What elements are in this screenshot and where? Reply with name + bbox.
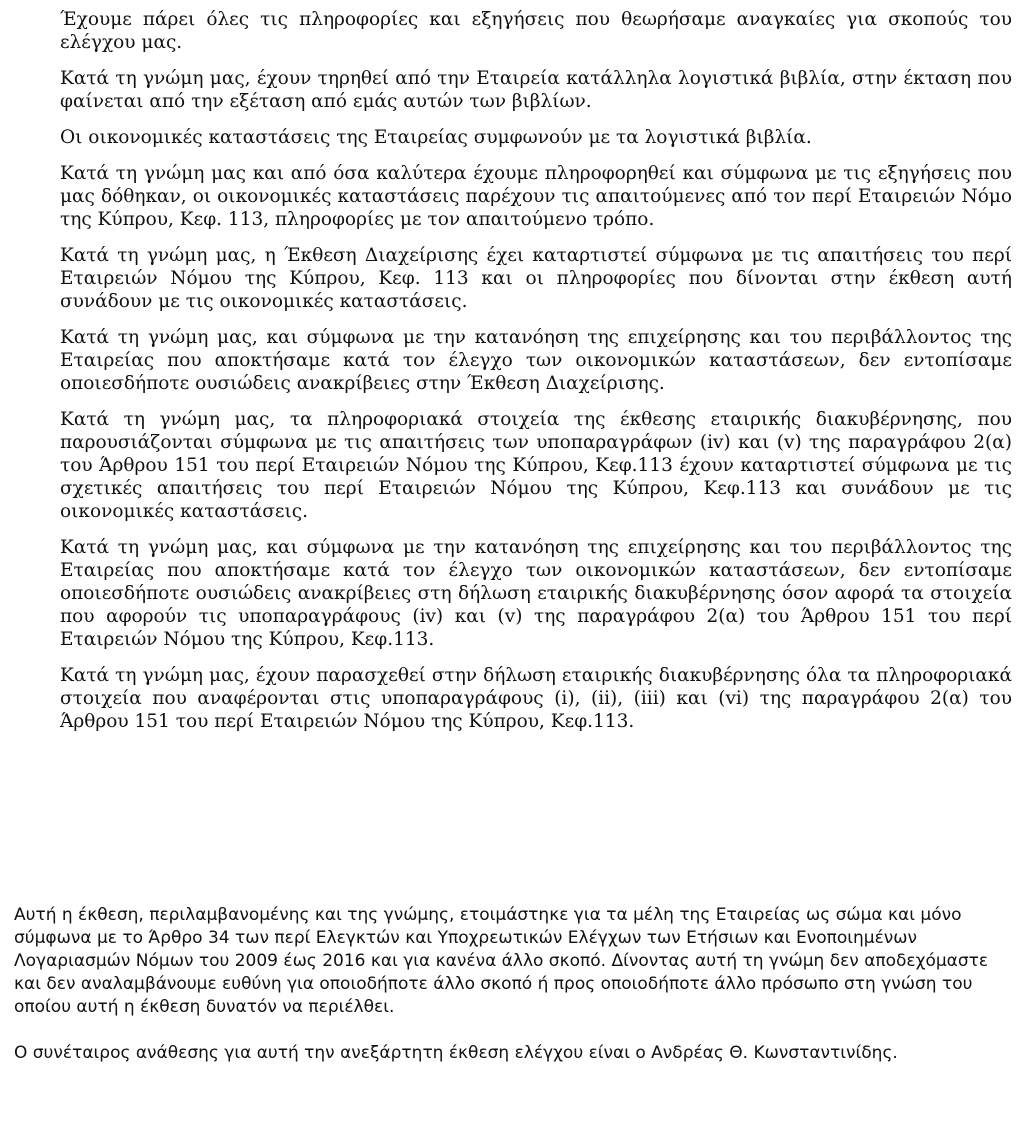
opinion-paragraph: Κατά τη γνώμη μας, η Έκθεση Διαχείρισης έχει καταρτιστεί σύμφωνα με τις απαιτήσεις του περί Εταιρειών Νόμου της Κύπρου, Κεφ. 113 και οι πληροφορίες που δίνονται στην έκθεση αυτή συνάδουν με τις οικονομικές καταστάσεις. (60, 245, 1012, 312)
report-purpose-paragraph: Αυτή η έκθεση, περιλαμβανομένης και της γνώμης, ετοιμάστηκε για τα μέλη της Εταιρείας ως σώμα και μόνο σύμφωνα με το Άρθρο 34 των περί Ελεγκτών και Υποχρεωτικών Ελέγχων των Ετήσιων και Ενοποιημένων Λογαριασμών Νόμων του 2009 έως 2016 και για κανένα άλλο σκοπό. Δίνοντας αυτή τη γνώμη δεν αποδεχόμαστε και δεν αναλαμβάνουμε ευθύνη για οποιοδήποτε άλλο σκοπό ή προς οποιοδήποτε άλλο πρόσωπο στη γνώση του οποίου αυτή η έκθεση δυνατόν να περιέλθει. (14, 905, 989, 1017)
closing-section (14, 904, 989, 1088)
opinion-section (60, 8, 1012, 746)
engagement-partner-paragraph: Ο συνέταιρος ανάθεσης για αυτή την ανεξάρτητη έκθεση ελέγχου είναι ο Ανδρέας Θ. Κωνσταντινίδης. (14, 1043, 898, 1063)
opinion-paragraph: Κατά τη γνώμη μας, και σύμφωνα με την κατανόηση της επιχείρησης και του περιβάλλοντος της Εταιρείας που αποκτήσαμε κατά τον έλεγχο των οικονομικών καταστάσεων, δεν εντοπίσαμε οποιεσδήποτε ουσιώδεις ανακρίβειες στη δήλωση εταιρικής διακυβέρνησης όσον αφορά τα στοιχεία που αφορούν τις υποπαραγράφους (iv) και (v) της παραγράφου 2(α) του Άρθρου 151 του περί Εταιρειών Νόμου της Κύπρου, Κεφ.113. (60, 537, 1012, 650)
opinion-paragraph: Οι οικονομικές καταστάσεις της Εταιρείας συμφωνούν με τα λογιστικά βιβλία. (60, 127, 812, 148)
opinion-paragraph: Κατά τη γνώμη μας, έχουν τηρηθεί από την Εταιρεία κατάλληλα λογιστικά βιβλία, στην έκταση που φαίνεται από την εξέταση από εμάς αυτών των βιβλίων. (60, 68, 1012, 112)
opinion-paragraph: Κατά τη γνώμη μας, και σύμφωνα με την κατανόηση της επιχείρησης και του περιβάλλοντος της Εταιρείας που αποκτήσαμε κατά τον έλεγχο των οικονομικών καταστάσεων, δεν εντοπίσαμε οποιεσδήποτε ουσιώδεις ανακρίβειες στην Έκθεση Διαχείρισης. (60, 327, 1012, 394)
opinion-paragraph: Κατά τη γνώμη μας, τα πληροφοριακά στοιχεία της έκθεσης εταιρικής διακυβέρνησης, που παρουσιάζονται σύμφωνα με τις απαιτήσεις των υποπαραγράφων (iv) και (v) της παραγράφου 2(α) του Άρθρου 151 του περί Εταιρειών Νόμου της Κύπρου, Κεφ.113 έχουν καταρτιστεί σύμφωνα με τις σχετικές απαιτήσεις του περί Εταιρειών Νόμου της Κύπρου, Κεφ.113 και συνάδουν με τις οικονομικές καταστάσεις. (60, 409, 1012, 522)
opinion-paragraph: Έχουμε πάρει όλες τις πληροφορίες και εξηγήσεις που θεωρήσαμε αναγκαίες για σκοπούς του ελέγχου μας. (60, 9, 1012, 53)
opinion-paragraph: Κατά τη γνώμη μας, έχουν παρασχεθεί στην δήλωση εταιρικής διακυβέρνησης όλα τα πληροφοριακά στοιχεία που αναφέρονται στις υποπαραγράφους (i), (ii), (iii) και (vi) της παραγράφου 2(α) του Άρθρου 151 του περί Εταιρειών Νόμου της Κύπρου, Κεφ.113. (60, 665, 1012, 732)
opinion-paragraph: Κατά τη γνώμη μας και από όσα καλύτερα έχουμε πληροφορηθεί και σύμφωνα με τις εξηγήσεις που μας δόθηκαν, οι οικονομικές καταστάσεις παρέχουν τις απαιτούμενες από τον περί Εταιρειών Νόμο της Κύπρου, Κεφ. 113, πληροφορίες με τον απαιτούμενο τρόπο. (60, 163, 1012, 230)
